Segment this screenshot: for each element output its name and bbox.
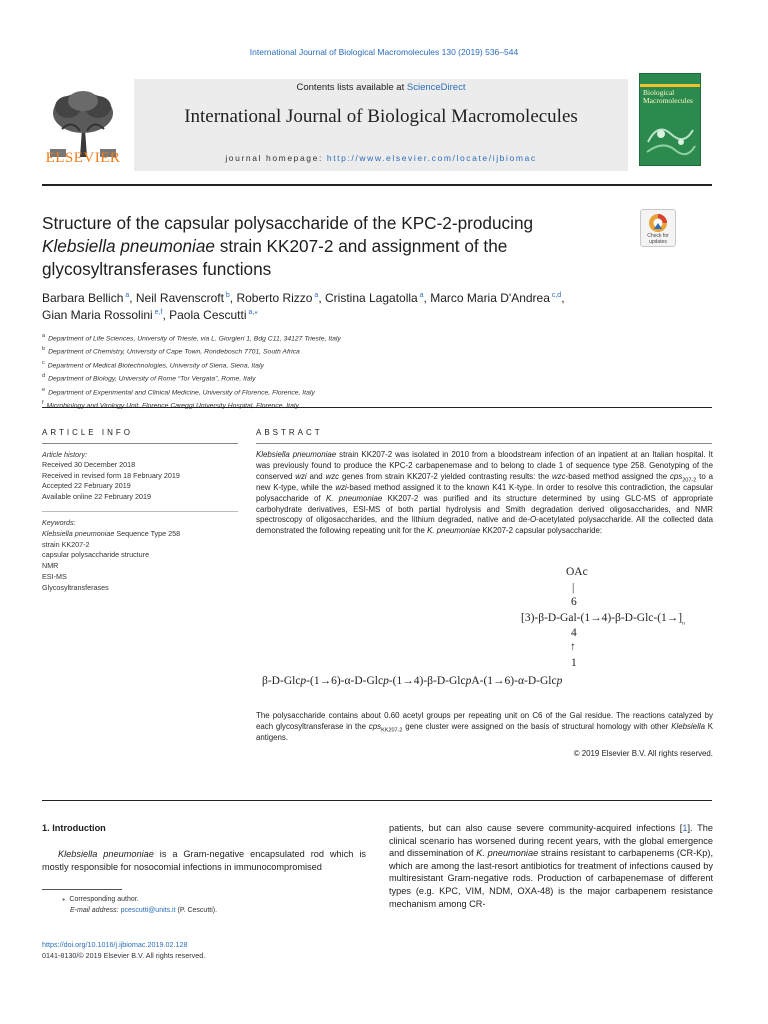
journal-citation[interactable]: International Journal of Biological Macromolecules 130 (2019) 536–544 bbox=[249, 47, 519, 57]
author-affiliation-mark[interactable]: a bbox=[312, 292, 319, 299]
history-item: Available online 22 February 2019 bbox=[42, 491, 151, 501]
author[interactable] bbox=[169, 308, 258, 322]
affiliation-item bbox=[42, 331, 682, 344]
footnote-star: ⁎ bbox=[62, 896, 66, 903]
affiliation-mark: f bbox=[42, 400, 44, 407]
keywords bbox=[42, 518, 238, 594]
keyword-item: ESI-MS bbox=[42, 571, 67, 581]
abstract-text: strain KK207-2 was isolated in 2010 from a bloodstream infection of an inpatient at an Italian hospital. It was previously found to produce the KPC-2 carbapenemase and to belong to clade 1 of sequence type 258. Genotyping of the conserved bbox=[256, 450, 713, 481]
journal-cover-thumbnail[interactable] bbox=[639, 73, 701, 166]
author-name: Paola Cescutti bbox=[169, 308, 247, 322]
affiliation-mark: e bbox=[42, 386, 46, 393]
affiliation-text: Department of Medical Biotechnologies, University of Siena, Siena, Italy bbox=[47, 362, 264, 370]
side-chain-part: -(1→6)-α-D-Glc bbox=[306, 675, 384, 687]
footnote-line-1 bbox=[62, 894, 362, 905]
article-info-rule bbox=[42, 443, 238, 444]
author[interactable] bbox=[42, 308, 162, 322]
abstract-text: K antigens. bbox=[256, 721, 713, 742]
abstract-rule bbox=[256, 443, 712, 444]
author-name: Cristina Lagatolla bbox=[324, 291, 418, 305]
author[interactable] bbox=[136, 291, 230, 305]
cover-title: Biological Macromolecules bbox=[643, 88, 693, 105]
history-item: Received in revised form 18 February 2019 bbox=[42, 470, 180, 480]
author-name: Marco Maria D'Andrea bbox=[430, 291, 550, 305]
sciencedirect-link[interactable]: ScienceDirect bbox=[406, 82, 466, 93]
crossmark-icon bbox=[641, 211, 675, 235]
abstract-end-rule bbox=[42, 800, 712, 801]
keyword-item: strain KK207-2 bbox=[42, 539, 90, 549]
affiliation-item bbox=[42, 398, 682, 411]
affiliation-text: Department of Life Sciences, University of Trieste, via L. Giorgieri 1, Bdg C11, 34127 Trieste, Italy bbox=[48, 335, 341, 343]
affiliation-text: Department of Biology, University of Rome “Tor Vergata”, Rome, Italy bbox=[48, 375, 256, 383]
side-chain-part: -(1→4)-β-D-Glc bbox=[388, 675, 466, 687]
copyright-line: © 2019 Elsevier B.V. All rights reserved. bbox=[573, 749, 713, 758]
structure-position-6: 6 bbox=[571, 596, 577, 608]
introduction-column-2 bbox=[389, 822, 713, 910]
doi-block bbox=[42, 939, 362, 961]
abstract-text: and bbox=[306, 471, 326, 481]
structure-position-1: 1 bbox=[571, 657, 577, 669]
side-chain-part: β-D-Glc bbox=[262, 675, 301, 687]
pyranose-p: p bbox=[383, 675, 389, 687]
keywords-label: Keywords: bbox=[42, 518, 76, 527]
homepage-line bbox=[134, 153, 628, 163]
author-affiliation-mark[interactable]: a bbox=[417, 292, 424, 299]
cover-stripe bbox=[640, 84, 700, 87]
structure-backbone-n: n bbox=[682, 620, 685, 627]
check-for-updates-label: Check for updates bbox=[647, 233, 669, 245]
keyword-item bbox=[42, 529, 238, 540]
footnote-line-2 bbox=[62, 905, 362, 916]
affiliation-item bbox=[42, 385, 682, 398]
structure-backbone-text: [3)-β-D-Gal-(1→4)-β-D-Glc-(1→] bbox=[521, 612, 683, 624]
structure-position-4: 4 bbox=[571, 627, 577, 639]
gene-name: cps bbox=[368, 721, 382, 731]
abstract-text: -acetylated polysaccharide. All the collected data demonstrated the following repeating unit for the bbox=[256, 515, 713, 536]
author[interactable] bbox=[325, 291, 424, 305]
abstract-genus: Klebsiella bbox=[671, 721, 705, 731]
abstract-heading: ABSTRACT bbox=[256, 428, 323, 437]
header-rule bbox=[42, 184, 712, 186]
structure-linkage-arrow: ↑ bbox=[570, 641, 576, 653]
abstract-paragraph-1 bbox=[256, 450, 713, 537]
email-label: E-mail address: bbox=[70, 907, 121, 914]
gene-name: wzi bbox=[295, 471, 307, 481]
structure-oac: OAc bbox=[566, 566, 588, 578]
affiliation-item bbox=[42, 344, 682, 357]
article-history bbox=[42, 450, 238, 502]
affiliation-mark: b bbox=[42, 346, 46, 353]
gene-name: wzc bbox=[325, 471, 340, 481]
title-line-3: glycosyltransferases functions bbox=[42, 259, 272, 279]
gene-name: cps bbox=[669, 471, 683, 481]
title-line-2 bbox=[42, 235, 602, 258]
introduction-heading: 1. Introduction bbox=[42, 823, 106, 833]
keyword-species: Klebsiella pneumoniae bbox=[42, 528, 115, 538]
history-item: Accepted 22 February 2019 bbox=[42, 481, 131, 491]
author[interactable] bbox=[430, 291, 561, 305]
footnote-corresponding: Corresponding author. bbox=[69, 896, 139, 903]
pyranose-p: p bbox=[300, 675, 307, 687]
abstract-text: KK207-2 was purified and its structure determined by using GLC-MS of appropriate carbohydrate derivatives, ESI-MS of both partial hydrolysis and Smith degradation derived oligosaccharides, and NMR spectroscopy of oligosaccharides, and the lithium degraded, native and de- bbox=[256, 493, 713, 525]
affiliation-list bbox=[42, 331, 682, 412]
homepage-prefix: journal homepage: bbox=[225, 153, 327, 163]
email-suffix: (P. Cescutti). bbox=[175, 907, 218, 914]
homepage-link[interactable]: http://www.elsevier.com/locate/ijbiomac bbox=[326, 153, 537, 163]
affiliation-text: Department of Experimental and Clinical Medicine, University of Florence, Florence, Italy bbox=[48, 389, 315, 397]
history-label: Article history: bbox=[42, 450, 88, 459]
contents-prefix: Contents lists available at bbox=[296, 82, 407, 93]
abstract-text: KK207-2 capsular polysaccharide: bbox=[480, 526, 603, 536]
affiliation-text: Department of Chemistry, University of Cape Town, Rondebosch 7701, South Africa bbox=[48, 348, 300, 356]
corresponding-author-footnote bbox=[62, 894, 362, 916]
affiliation-mark: a bbox=[42, 333, 46, 339]
abstract-o-italic: O bbox=[529, 515, 537, 525]
abstract-text: gene cluster were assigned on the basis of structural homology with other bbox=[402, 721, 672, 731]
gene-name: wzc bbox=[551, 471, 566, 481]
abstract-species: Klebsiella pneumoniae bbox=[256, 450, 337, 459]
article-info-heading: ARTICLE INFO bbox=[42, 428, 133, 437]
email-link[interactable]: pcescutti@units.it bbox=[120, 907, 176, 914]
cover-molecule-icon bbox=[643, 112, 698, 162]
title-line-2-rest: strain KK207-2 and assignment of the bbox=[214, 236, 508, 256]
author-affiliation-mark[interactable]: b bbox=[223, 292, 230, 299]
keyword-rest: Sequence Type 258 bbox=[114, 528, 181, 538]
author-name: Gian Maria Rossolini bbox=[42, 308, 153, 322]
author[interactable] bbox=[236, 291, 318, 305]
contents-line bbox=[134, 82, 628, 93]
introduction-column-1 bbox=[42, 848, 366, 873]
issn-line: 0141-8130/© 2019 Elsevier B.V. All rights reserved. bbox=[42, 951, 206, 961]
affiliation-item bbox=[42, 371, 682, 384]
article-title bbox=[42, 212, 602, 281]
gene-name: wzi bbox=[335, 482, 347, 492]
author-list: Barbara Bellich $^a$, Neil Ravenscroft $^b$, Roberto Rizzo $^a$, Cristina Lagatolla $^a$, Marco Maria D'Andrea $^{c,d}$, Gian Maria Rossolini $^{e,f}$, Paola Cescutti $^{a,⁎}$ bbox=[42, 291, 565, 322]
author-affiliation-mark[interactable]: a,⁎ bbox=[246, 309, 258, 316]
keyword-item: Glycosyltransferases bbox=[42, 582, 109, 592]
abstract-text: -based method assigned it to the known K41 K-type. In order to resolve this contradiction, the capsular polysaccharide of bbox=[256, 482, 713, 503]
author-name: Roberto Rizzo bbox=[236, 291, 313, 305]
abstract-paragraph-2 bbox=[256, 711, 713, 744]
history-item: Received 30 December 2018 bbox=[42, 460, 136, 470]
structure-bond-bar: | bbox=[572, 582, 575, 594]
intro-species: Klebsiella pneumoniae bbox=[58, 849, 154, 859]
abstract-text: genes from strain KK207-2 yielded contrasting results: the bbox=[339, 471, 552, 481]
publisher-name: ELSEVIER bbox=[45, 150, 121, 166]
author[interactable] bbox=[42, 291, 129, 305]
title-line-1: Structure of the capsular polysaccharide of the KPC-2-producing bbox=[42, 213, 534, 233]
abstract-text: to a new K-type, while the bbox=[256, 471, 713, 492]
intro-text: is a Gram-negative encapsulated rod which is mostly responsible for nosocomial infections in immunocompromised bbox=[42, 849, 366, 872]
author-affiliation-mark[interactable]: c,d bbox=[549, 292, 562, 299]
side-chain-part: A-(1→6)-α-D-Glc bbox=[471, 675, 557, 687]
gene-subscript: KK207-2 bbox=[381, 727, 403, 734]
intro-text: patients, but can also cause severe community-acquired infections [ bbox=[389, 823, 683, 833]
author-affiliation-mark[interactable]: a bbox=[123, 292, 130, 299]
journal-masthead bbox=[134, 79, 628, 171]
abstract-species: K. pneumoniae bbox=[325, 493, 383, 503]
check-for-updates-button[interactable] bbox=[640, 209, 676, 247]
journal-title: International Journal of Biological Macromolecules bbox=[184, 106, 578, 127]
keyword-item: capsular polysaccharide structure bbox=[42, 550, 150, 560]
abstract-species: K. pneumoniae bbox=[427, 526, 481, 536]
section-rule bbox=[42, 407, 712, 408]
gene-subscript: 207-2 bbox=[682, 477, 697, 484]
structure-side-chain bbox=[262, 675, 562, 687]
reference-link[interactable]: 1 bbox=[682, 823, 688, 833]
author-name: Neil Ravenscroft bbox=[135, 291, 224, 305]
author-name: Barbara Bellich bbox=[42, 291, 124, 305]
affiliation-mark: c bbox=[42, 359, 45, 366]
title-species: Klebsiella pneumoniae bbox=[42, 236, 215, 256]
author-affiliation-mark[interactable]: e,f bbox=[152, 309, 163, 316]
intro-text: strains resistant to carbapenems (CR-Kp), which are among the last-resort antibiotics for treatment of infections caused by multiresistant Gram-negative rods. Production of carbapenemase of different types (e.g. KPC, VIM, NDM, OXA-48) is the major carbapenem resistance mechanism among CR- bbox=[389, 848, 714, 909]
abstract-text: The polysaccharide contains about 0.60 acetyl groups per repeating unit on C6 of the Gal residue. The reactions catalyzed by each glycosyltransferase in the bbox=[256, 711, 713, 731]
affiliation-mark: d bbox=[42, 373, 46, 380]
pyranose-p: p bbox=[556, 675, 563, 687]
intro-text: ]. The clinical scenario has worsened during recent years, with the global emergence and dissemination of bbox=[389, 823, 713, 859]
affiliation-item bbox=[42, 358, 682, 371]
intro-species: K. pneumoniae bbox=[476, 848, 539, 859]
keyword-item: NMR bbox=[42, 561, 59, 571]
history-rule bbox=[42, 511, 238, 512]
pyranose-p: p bbox=[465, 675, 472, 687]
doi-link[interactable]: https://doi.org/10.1016/j.ijbiomac.2019.02.128 bbox=[42, 940, 188, 949]
structure-backbone bbox=[521, 612, 685, 627]
abstract-text: -based method assigned the bbox=[565, 471, 670, 481]
footnote-rule bbox=[42, 889, 122, 890]
